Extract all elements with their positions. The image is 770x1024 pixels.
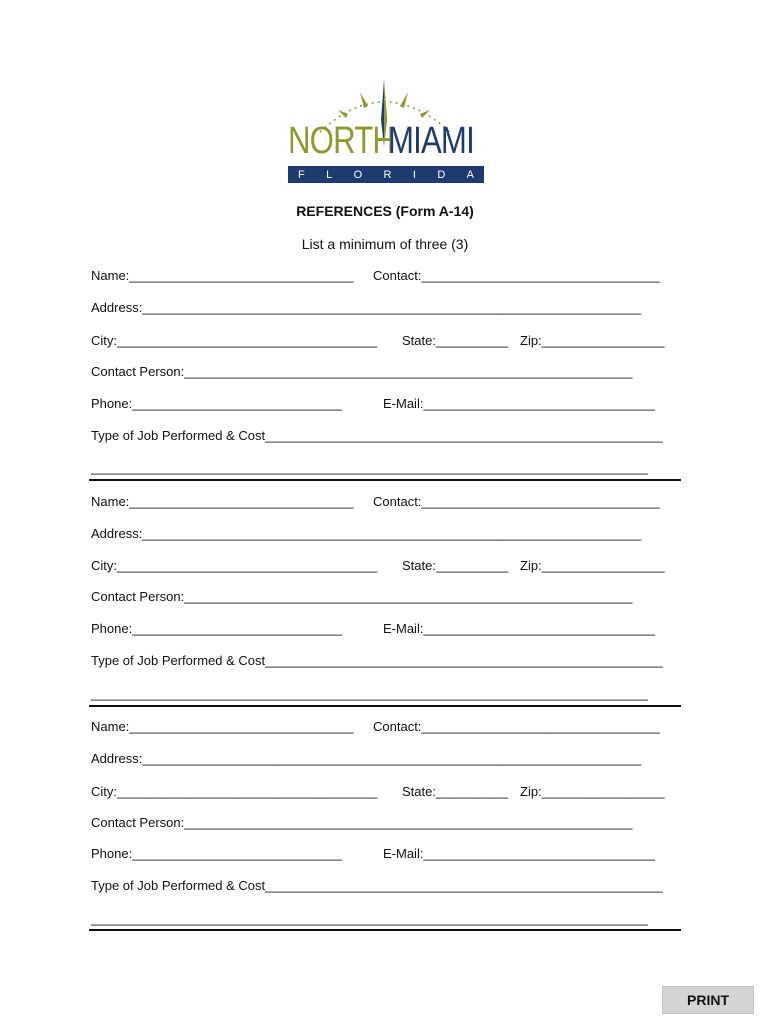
job-cost-field[interactable]: Type of Job Performed & Cost_______________________________________________________	[91, 878, 663, 893]
contact-field[interactable]: Contact:_________________________________	[373, 268, 661, 283]
job-cost-continuation[interactable]: _____________________________________________________________________________	[91, 911, 648, 926]
logo-letter: R	[383, 168, 392, 181]
contact-person-field[interactable]: Contact Person:______________________________________________________________	[91, 364, 633, 379]
logo-letter: L	[326, 168, 333, 181]
city-field[interactable]: City:____________________________________	[91, 784, 378, 799]
state-field[interactable]: State:__________	[402, 333, 509, 348]
name-field[interactable]: Name:_______________________________	[91, 494, 354, 509]
phone-field[interactable]: Phone:_____________________________	[91, 396, 342, 411]
section-divider	[89, 929, 681, 931]
phone-field[interactable]: Phone:_____________________________	[91, 846, 342, 861]
print-button[interactable]: PRINT	[662, 986, 754, 1014]
zip-field[interactable]: Zip:_________________	[520, 784, 665, 799]
state-field[interactable]: State:__________	[402, 558, 509, 573]
email-field[interactable]: E-Mail:________________________________	[383, 396, 655, 411]
logo-letter: I	[412, 168, 416, 181]
name-field[interactable]: Name:_______________________________	[91, 719, 354, 734]
address-field[interactable]: Address:_____________________________________________________________________	[91, 300, 642, 315]
city-field[interactable]: City:____________________________________	[91, 558, 378, 573]
address-field[interactable]: Address:_____________________________________________________________________	[91, 751, 642, 766]
job-cost-continuation[interactable]: _____________________________________________________________________________	[91, 460, 648, 475]
logo-letter: A	[466, 168, 474, 181]
phone-field[interactable]: Phone:_____________________________	[91, 621, 342, 636]
name-field[interactable]: Name:_______________________________	[91, 268, 354, 283]
form-subtitle: List a minimum of three (3)	[301, 236, 469, 252]
zip-field[interactable]: Zip:_________________	[520, 333, 665, 348]
job-cost-field[interactable]: Type of Job Performed & Cost_______________________________________________________	[91, 653, 663, 668]
contact-field[interactable]: Contact:_________________________________	[373, 719, 661, 734]
logo-letter: D	[437, 168, 446, 181]
contact-person-field[interactable]: Contact Person:______________________________________________________________	[91, 589, 633, 604]
contact-field[interactable]: Contact:_________________________________	[373, 494, 661, 509]
email-field[interactable]: E-Mail:________________________________	[383, 621, 655, 636]
city-field[interactable]: City:____________________________________	[91, 333, 378, 348]
job-cost-continuation[interactable]: _____________________________________________________________________________	[91, 686, 648, 701]
zip-field[interactable]: Zip:_________________	[520, 558, 665, 573]
job-cost-field[interactable]: Type of Job Performed & Cost_______________________________________________________	[91, 428, 663, 443]
address-field[interactable]: Address:_____________________________________________________________________	[91, 526, 642, 541]
logo-word-north: NORTH	[288, 120, 395, 162]
logo-letter: F	[298, 168, 305, 181]
logo-florida-bar	[288, 166, 484, 183]
email-field[interactable]: E-Mail:________________________________	[383, 846, 655, 861]
contact-person-field[interactable]: Contact Person:______________________________________________________________	[91, 815, 633, 830]
logo-letter: O	[353, 168, 363, 181]
form-title: REFERENCES (Form A-14)	[296, 203, 474, 219]
state-field[interactable]: State:__________	[402, 784, 509, 799]
section-divider	[89, 479, 681, 481]
section-divider	[89, 705, 681, 707]
logo-word-miami: MIAMI	[388, 120, 474, 162]
north-miami-logo	[280, 72, 492, 190]
